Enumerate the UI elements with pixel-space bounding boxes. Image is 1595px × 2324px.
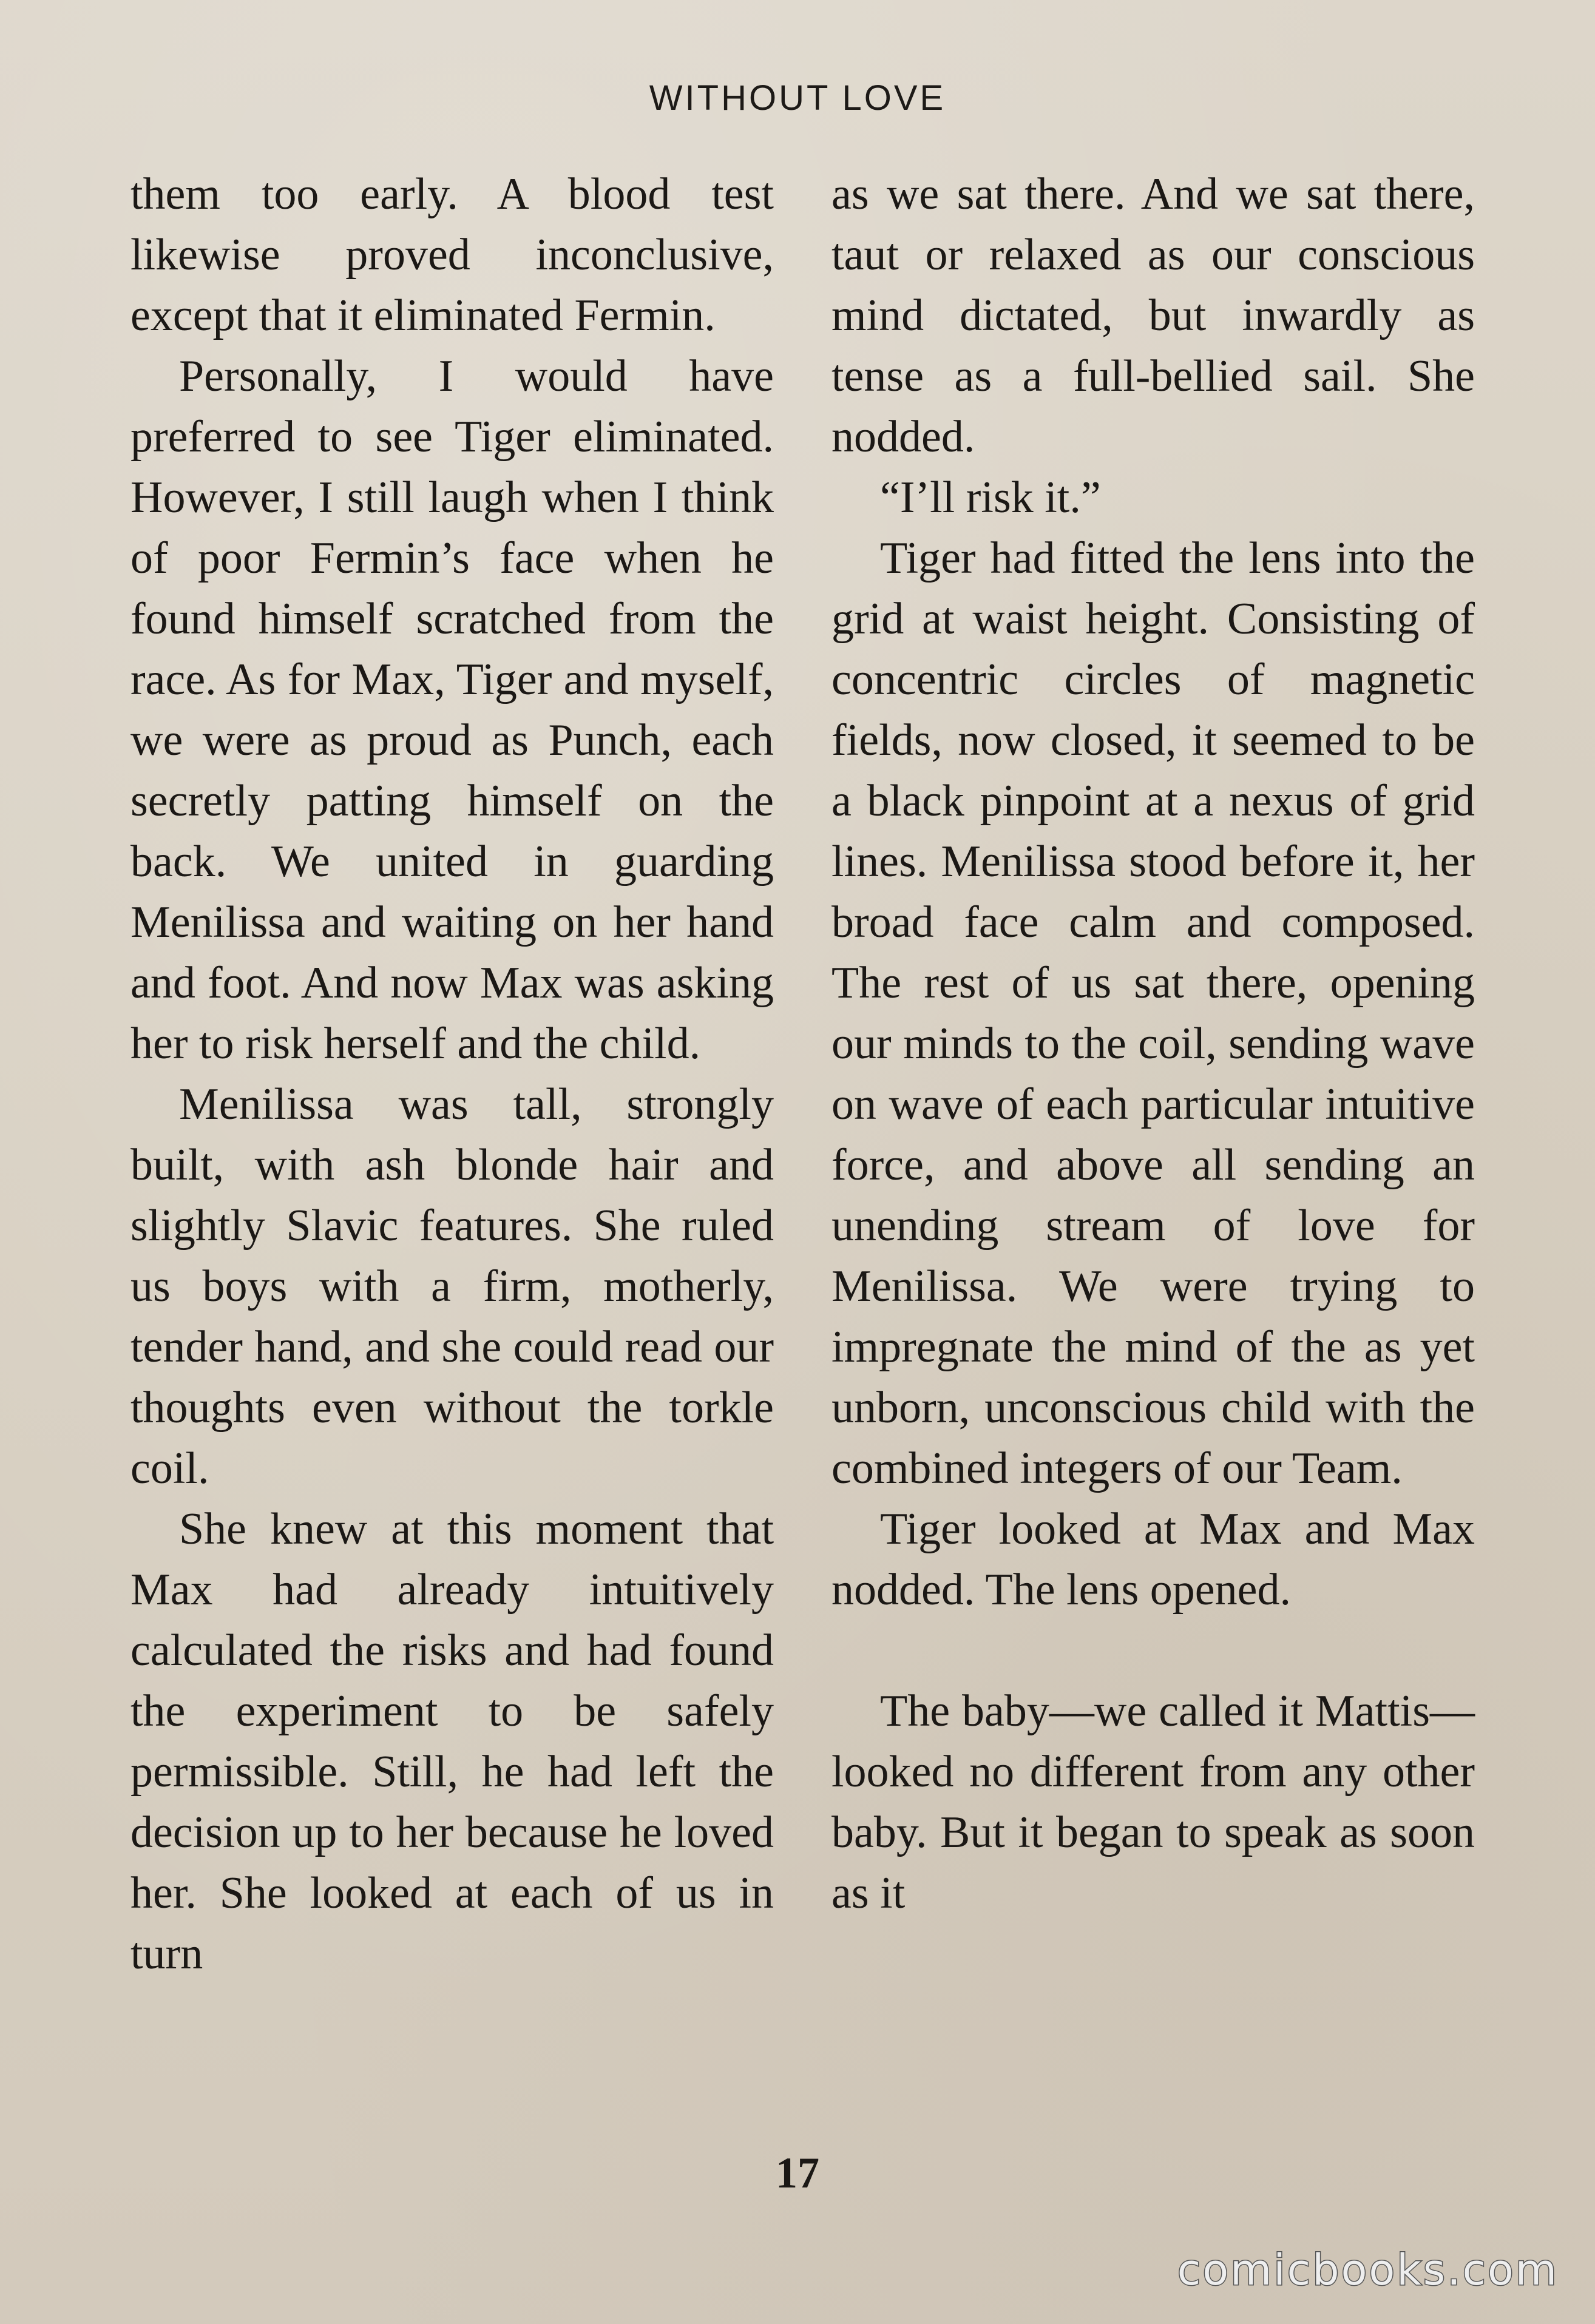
watermark: comicbooks.com bbox=[1177, 2245, 1559, 2295]
paragraph: Personally, I would have preferred to see Tiger eliminated. However, I still laugh when I think of poor Fermin’s face when he found himself scratched from the race. As for Max, Tiger and myself, we were as proud as Punch, each secretly patting himself on the back. We united in guarding Menilissa and waiting on her hand and foot. And now Max was asking her to risk herself and the child. bbox=[130, 351, 774, 1069]
paragraph: Tiger looked at Max and Max nodded. The lens opened. bbox=[831, 1504, 1475, 1615]
page-number: 17 bbox=[776, 2149, 819, 2197]
paragraph: as we sat there. And we sat there, taut or relaxed as our conscious mind dictated, but inwardly as tense as a full-bellied sail. She nodded. bbox=[831, 169, 1475, 462]
left-column bbox=[130, 164, 774, 1984]
right-column bbox=[831, 164, 1475, 1924]
paragraph: Menilissa was tall, strongly built, with ash blonde hair and slightly Slavic features. She ruled us boys with a firm, motherly, tender hand, and she could read our thoughts even without the torkle coil. bbox=[130, 1079, 774, 1493]
paragraph: Tiger had fitted the lens into the grid at waist height. Consisting of concentric circles of magnetic fields, now closed, it seemed to be a black pinpoint at a nexus of grid lines. Menilissa stood before it, her broad face calm and composed. The rest of us sat there, opening our minds to the coil, sending wave on wave of each particular intuitive force, and above all sending an unending stream of love for Menilissa. We were trying to impregnate the mind of the as yet unborn, unconscious child with the combined integers of our Team. bbox=[831, 533, 1475, 1493]
paragraph: “I’ll risk it.” bbox=[880, 473, 1101, 522]
paragraph: The baby—we called it Mattis—looked no different from any other baby. But it began to speak as soon as it bbox=[831, 1686, 1475, 1918]
running-head: WITHOUT LOVE bbox=[649, 78, 946, 118]
paragraph: She knew at this moment that Max had already intuitively calculated the risks and had found the experiment to be safely permissible. Still, he had left the decision up to her because he loved her. She looked at each of us in turn bbox=[130, 1504, 774, 1979]
paragraph: them too early. A blood test likewise proved inconclusive, except that it eliminated Fermin. bbox=[130, 169, 774, 340]
